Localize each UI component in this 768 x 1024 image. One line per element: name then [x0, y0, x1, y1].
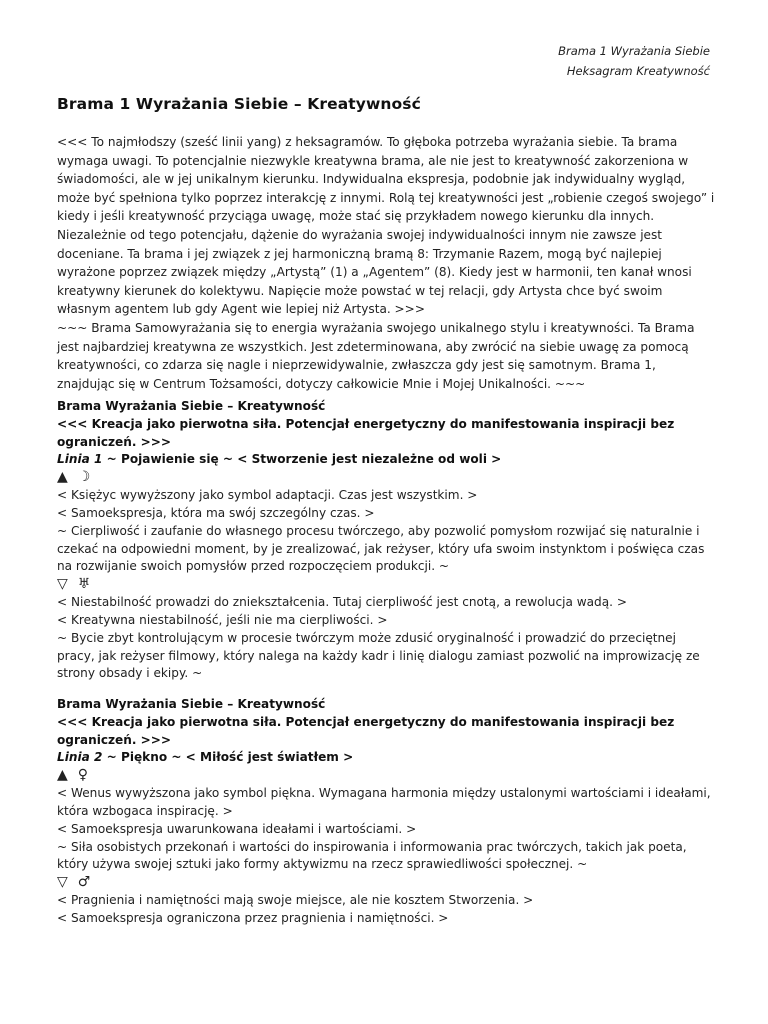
moon-icon: ☽: [77, 469, 91, 486]
detriment-symbols: [57, 874, 717, 892]
line-1-section: [57, 398, 717, 683]
exaltation-text: ~ Cierpliwość i zaufanie do własnego procesu twórczego, aby pozwolić pomysłom rozwijać się naturalnie i czekać na odpowiedni moment, by je zrealizować, jak reżyser, który ufa swoim instynktom i poświęca czas na rozwijanie swoich pomysłów przed rozpoczęciem produkcji. ~: [57, 523, 705, 574]
line-2-section: [57, 696, 717, 928]
exaltation-text: < Samoekspresja, która ma swój szczególny czas. >: [57, 505, 375, 520]
section-heading: Brama Wyrażania Siebie – Kreatywność: [57, 399, 326, 413]
detriment-triangle-icon: ▽: [57, 874, 68, 891]
exaltation-triangle-icon: ▲: [57, 767, 68, 784]
section-subheading: <<< Kreacja jako pierwotna siła. Potencjał energetyczny do manifestowania inspiracji bez ograniczeń. >>>: [57, 714, 675, 747]
exaltation-symbols: [57, 469, 717, 487]
detriment-triangle-icon: ▽: [57, 576, 68, 593]
line-label: Linia 2: [57, 750, 103, 765]
line-heading: [57, 451, 717, 469]
exaltation-text: ~ Siła osobistych przekonań i wartości do inspirowania i informowania prac twórczych, takich jak poeta, który używa swojej sztuki jako formy aktywizmu na rzecz sprawiedliwości społecznej. ~: [57, 839, 687, 872]
venus-icon: ♀: [77, 767, 89, 784]
mars-icon: ♂: [77, 874, 91, 891]
detriment-text: < Niestabilność prowadzi do zniekształcenia. Tutaj cierpliwość jest cnotą, a rewolucja wadą. >: [57, 595, 627, 610]
detriment-text: < Samoekspresja ograniczona przez pragnienia i namiętności. >: [57, 910, 449, 925]
detriment-text: < Pragnienia i namiętności mają swoje miejsce, ale nie kosztem Stworzenia. >: [57, 893, 534, 908]
detriment-text: ~ Bycie zbyt kontrolującym w procesie twórczym może zdusić oryginalność i prowadzić do przeciętnej pracy, jak reżyser filmowy, który nalega na każdy kadr i linię dialogu zamiast pozwolić na improwizację ze strony obsady i ekipy. ~: [57, 630, 700, 681]
section-heading: Brama Wyrażania Siebie – Kreatywność: [57, 697, 326, 711]
header-line-1: Brama 1 Wyrażania Siebie: [558, 44, 710, 58]
exaltation-text: < Samoekspresja uwarunkowana ideałami i wartościami. >: [57, 821, 417, 836]
line-title: ~ Piękno ~ < Miłość jest światłem >: [102, 750, 354, 765]
header-line-2: Heksagram Kreatywność: [566, 64, 710, 78]
detriment-text: < Kreatywna niestabilność, jeśli nie ma cierpliwości. >: [57, 612, 388, 627]
intro-paragraph-1: <<< To najmłodszy (sześć linii yang) z heksagramów. To głęboka potrzeba wyrażania siebie. Ta brama wymaga uwagi. To potencjalnie niezwykle kreatywna brama, ale nie jest to kreatywność zakorzeniona w świadomości, ale w jej unikalnym kierunku. Indywidualna ekspresja, podobnie jak indywidualny wygląd, może być spełniona tylko poprzez interakcję z innymi. Rolą tej kreatywności jest „robienie czegoś swojego” i kiedy i jeśli kreatywność przyciąga uwagę, może stać się przykładem nowego kierunku dla innych. Niezależnie od tego potencjału, dążenie do wyrażania swojej indywidualności innym nie zawsze jest doceniane. Ta brama i jej związek z jej harmoniczną bramą 8: Trzymanie Razem, mogą być najlepiej wyrażone poprzez związek między „Artystą” (1) a „Agentem” (8). Kiedy jest w harmonii, ten kanał wnosi kreatywny kierunek do kolektywu. Napięcie może powstać w tej relacji, gdy Artysta chce być swoim własnym agentem lub gdy Agent wie lepiej niż Artysta. >>>: [57, 135, 715, 317]
exaltation-symbols: [57, 767, 717, 785]
detriment-symbols: [57, 576, 717, 594]
uranus-icon: ♅: [77, 576, 91, 593]
line-title: ~ Pojawienie się ~ < Stworzenie jest niezależne od woli >: [102, 452, 502, 467]
line-label: Linia 1: [57, 452, 103, 467]
exaltation-text: < Wenus wywyższona jako symbol piękna. Wymagana harmonia między ustalonymi wartościami i ideałami, która wzbogaca inspirację. >: [57, 786, 711, 818]
intro-paragraph-2: ~~~ Brama Samowyrażania się to energia wyrażania swojego unikalnego stylu i kreatywności. Ta Brama jest najbardziej kreatywna ze wszystkich. Jest zdeterminowana, aby zwrócić na siebie uwagę za pomocą kreatywności, co zdarza się nagle i nieprzewidywalnie, zwłaszcza gdy jest się samotnym. Brama 1, znajdując się w Centrum Tożsamości, dotyczy całkowicie Mnie i Mojej Unikalności. ~~~: [57, 320, 695, 391]
exaltation-text: < Księżyc wywyższony jako symbol adaptacji. Czas jest wszystkim. >: [57, 488, 478, 503]
page-title: Brama 1 Wyrażania Siebie – Kreatywność: [57, 95, 421, 113]
line-heading: [57, 749, 717, 767]
section-subheading: <<< Kreacja jako pierwotna siła. Potencjał energetyczny do manifestowania inspiracji bez ograniczeń. >>>: [57, 416, 675, 449]
intro-section: [57, 133, 715, 393]
running-header: [558, 41, 710, 81]
exaltation-triangle-icon: ▲: [57, 469, 68, 486]
